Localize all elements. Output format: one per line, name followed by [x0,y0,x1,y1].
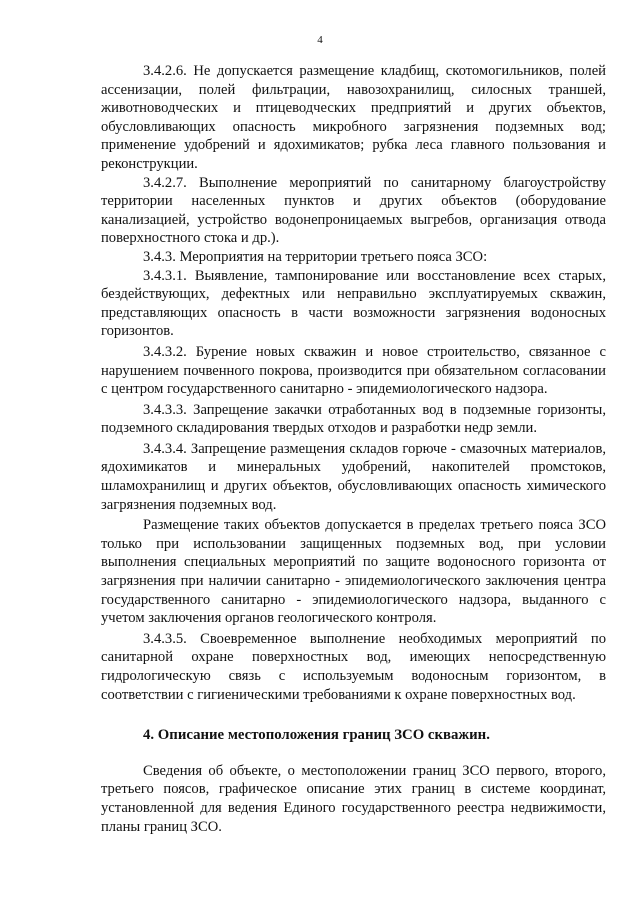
page-number: 4 [317,34,323,46]
document-body [101,62,606,836]
paragraph-3-4-3-1: 3.4.3.1. Выявление, тампонирование или восстановление всех старых, бездействующих, дефектных или неправильно эксплуатируемых скважин, представляющих опасность в части возможности загрязнения водоносных горизонтов. [101,267,606,340]
paragraph-3-4-3-5: 3.4.3.5. Своевременное выполнение необходимых мероприятий по санитарной охране поверхностных вод, имеющих непосредственную гидрологическую связь с используемым водоносным горизонтом, в соответствии с гигиеническими требованиями к охране поверхностных вод. [101,630,606,703]
section-paragraph: Сведения об объекте, о местоположении границ ЗСО первого, второго, третьего поясов, графическое описание этих границ в системе координат, установленной для ведения Единого государственного реестра недвижимости, планы границ ЗСО. [101,762,606,835]
paragraph-3-4-2-7: 3.4.2.7. Выполнение мероприятий по санитарному благоустройству территории населенных пунктов и других объектов (оборудование канализацией, устройство водонепроницаемых выгребов, организация отвода поверхностного стока и др.). [101,174,606,247]
paragraph-3-4-2-6: 3.4.2.6. Не допускается размещение кладбищ, скотомогильников, полей ассенизации, полей фильтрации, навозохранилищ, силосных траншей, животноводческих и птицеводческих предприятий и других объектов, обусловливающих опасность микробного загрязнения подземных вод; применение удобрений и ядохимикатов; рубка леса главного пользования и реконструкции. [101,63,606,172]
paragraph-placement: Размещение таких объектов допускается в пределах третьего пояса ЗСО только при использовании защищенных подземных вод, при условии выполнения специальных мероприятий по защите водоносного горизонта от загрязнения при наличии санитарно - эпидемиологического заключения центра государственного санитарно - эпидемиологического надзора, выданного с учетом заключения органов геологического контроля. [101,517,606,627]
paragraph-3-4-3-2: 3.4.3.2. Бурение новых скважин и новое строительство, связанное с нарушением почвенного покрова, производится при обязательном согласовании с центром государственного санитарно - эпидемиологического надзора. [101,343,606,398]
paragraph-3-4-3-4: 3.4.3.4. Запрещение размещения складов горюче - смазочных материалов, ядохимикатов и минеральных удобрений, накопителей промстоков, шламохранилищ и других объектов, обусловливающих опасность химического загрязнения подземных вод. [101,440,606,513]
paragraph-3-4-3-3: 3.4.3.3. Запрещение закачки отработанных вод в подземные горизонты, подземного складирования твердых отходов и разработки недр земли. [101,401,606,437]
paragraph-3-4-3: 3.4.3. Мероприятия на территории третьего пояса ЗСО: [143,248,488,265]
section-heading: 4. Описание местоположения границ ЗСО скважин. [143,727,490,744]
